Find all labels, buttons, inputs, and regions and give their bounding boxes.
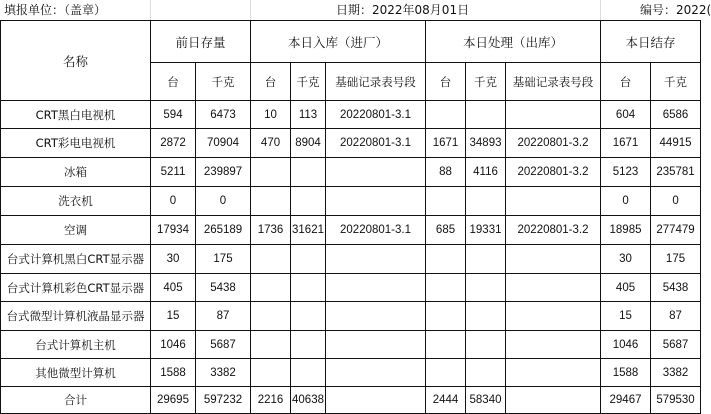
item-name-cell[interactable]: 其他微型计算机	[1, 359, 151, 387]
item-name-cell[interactable]: 台式计算机黑白CRT显示器	[1, 245, 151, 274]
reporting-unit-label[interactable]: 填报单位：（盖章）	[4, 3, 107, 17]
table-cell[interactable]: 88	[426, 158, 466, 187]
table-cell[interactable]	[291, 158, 326, 187]
table-cell[interactable]	[251, 158, 291, 187]
table-cell[interactable]: 5438	[651, 274, 701, 302]
table-cell[interactable]: 2872	[151, 129, 196, 158]
table-cell[interactable]	[291, 359, 326, 387]
subheader-record-range[interactable]: 基础记录表号段	[326, 63, 426, 101]
table-cell[interactable]: 1588	[151, 359, 196, 387]
subheader-units[interactable]: 台	[251, 63, 291, 101]
table-cell[interactable]	[426, 187, 466, 216]
table-cell[interactable]: 604	[601, 101, 651, 129]
table-cell[interactable]: 0	[651, 187, 701, 216]
table-cell[interactable]: 20220801-3.1	[326, 216, 426, 245]
table-row	[1, 359, 701, 387]
table-cell[interactable]: 5211	[151, 158, 196, 187]
table-cell[interactable]	[426, 359, 466, 387]
table-cell[interactable]: 20220801-3.1	[326, 129, 426, 158]
serial-number-label[interactable]: 编号：2022(	[640, 3, 711, 17]
table-cell[interactable]: 87	[196, 302, 251, 331]
group-header-processed[interactable]: 本日处理（出库）	[426, 21, 601, 63]
table-cell[interactable]: 113	[291, 101, 326, 129]
table-cell[interactable]: 30	[151, 245, 196, 274]
table-cell[interactable]	[251, 187, 291, 216]
table-cell[interactable]	[251, 274, 291, 302]
table-cell[interactable]: 5687	[651, 331, 701, 359]
table-cell[interactable]	[426, 101, 466, 129]
table-cell[interactable]: 31621	[291, 216, 326, 245]
table-cell[interactable]	[291, 274, 326, 302]
table-cell[interactable]: 5438	[196, 274, 251, 302]
table-cell[interactable]	[426, 302, 466, 331]
table-cell[interactable]: 19331	[466, 216, 506, 245]
table-cell[interactable]: 5687	[196, 331, 251, 359]
table-cell[interactable]: 15	[601, 302, 651, 331]
subheader-kg[interactable]: 千克	[291, 63, 326, 101]
table-cell[interactable]: 4116	[466, 158, 506, 187]
table-cell[interactable]: 8904	[291, 129, 326, 158]
table-cell[interactable]	[466, 359, 506, 387]
item-name-cell[interactable]: CRT彩电电视机	[1, 129, 151, 158]
table-cell[interactable]	[466, 101, 506, 129]
table-cell[interactable]	[506, 274, 601, 302]
table-cell[interactable]: 87	[651, 302, 701, 331]
table-cell[interactable]: 3382	[196, 359, 251, 387]
group-header-previous-stock[interactable]: 前日存量	[151, 21, 251, 63]
total-row	[1, 387, 701, 414]
table-cell[interactable]	[466, 274, 506, 302]
table-cell[interactable]	[291, 187, 326, 216]
table-cell[interactable]: 17934	[151, 216, 196, 245]
table-cell[interactable]: 6586	[651, 101, 701, 129]
table-cell[interactable]: 0	[196, 187, 251, 216]
table-cell[interactable]	[506, 101, 601, 129]
table-cell[interactable]: 20220801-3.1	[326, 101, 426, 129]
item-name-cell[interactable]: 台式计算机主机	[1, 331, 151, 359]
table-cell[interactable]	[326, 187, 426, 216]
table-cell[interactable]: 175	[651, 245, 701, 274]
table-row	[1, 274, 701, 302]
table-cell[interactable]: 18985	[601, 216, 651, 245]
table-cell[interactable]: 70904	[196, 129, 251, 158]
subheader-record-range[interactable]: 基础记录表号段	[506, 63, 601, 101]
table-cell[interactable]	[251, 331, 291, 359]
table-cell[interactable]	[466, 187, 506, 216]
table-cell[interactable]	[506, 359, 601, 387]
group-header-inbound[interactable]: 本日入库（进厂）	[251, 21, 426, 63]
table-cell[interactable]	[291, 302, 326, 331]
table-cell[interactable]: 29695	[151, 387, 196, 414]
table-cell[interactable]	[326, 387, 426, 414]
table-cell[interactable]	[506, 302, 601, 331]
table-cell[interactable]	[326, 331, 426, 359]
group-header-closing-stock[interactable]: 本日结存	[601, 21, 701, 63]
table-cell[interactable]	[326, 302, 426, 331]
table-cell[interactable]	[426, 245, 466, 274]
cell-divider	[250, 0, 251, 20]
table-cell[interactable]	[506, 331, 601, 359]
table-cell[interactable]: 405	[601, 274, 651, 302]
table-row	[1, 187, 701, 216]
table-cell[interactable]	[326, 359, 426, 387]
table-cell[interactable]: 3382	[651, 359, 701, 387]
report-header-line	[0, 0, 711, 21]
table-cell[interactable]: 277479	[651, 216, 701, 245]
table-cell[interactable]: 2216	[251, 387, 291, 414]
table-cell[interactable]	[466, 245, 506, 274]
item-name-cell[interactable]: 冰箱	[1, 158, 151, 187]
table-cell[interactable]	[506, 245, 601, 274]
table-cell[interactable]: 594	[151, 101, 196, 129]
table-cell[interactable]	[426, 274, 466, 302]
table-cell[interactable]: 10	[251, 101, 291, 129]
table-cell[interactable]	[466, 302, 506, 331]
table-cell[interactable]	[506, 187, 601, 216]
table-cell[interactable]: 20220801-3.2	[506, 216, 601, 245]
table-cell[interactable]	[326, 158, 426, 187]
table-cell[interactable]	[326, 245, 426, 274]
table-cell[interactable]: 2444	[426, 387, 466, 414]
table-cell[interactable]: 1046	[151, 331, 196, 359]
table-cell[interactable]: 597232	[196, 387, 251, 414]
table-cell[interactable]	[466, 331, 506, 359]
table-row	[1, 158, 701, 187]
table-cell[interactable]	[291, 331, 326, 359]
table-cell[interactable]: 6473	[196, 101, 251, 129]
table-cell[interactable]: 685	[426, 216, 466, 245]
table-cell[interactable]: 579530	[651, 387, 701, 414]
table-row	[1, 129, 701, 158]
table-cell[interactable]: 5123	[601, 158, 651, 187]
subheader-units[interactable]: 台	[151, 63, 196, 101]
table-cell[interactable]: 1671	[601, 129, 651, 158]
item-name-cell[interactable]: 洗衣机	[1, 187, 151, 216]
table-cell[interactable]: 15	[151, 302, 196, 331]
table-cell[interactable]: 405	[151, 274, 196, 302]
table-cell[interactable]: 44915	[651, 129, 701, 158]
table-cell[interactable]: 29467	[601, 387, 651, 414]
table-row	[1, 216, 701, 245]
cell-divider	[600, 0, 601, 20]
subheader-kg[interactable]: 千克	[466, 63, 506, 101]
table-cell[interactable]: 235781	[651, 158, 701, 187]
table-cell[interactable]: 40638	[291, 387, 326, 414]
table-cell[interactable]: 34893	[466, 129, 506, 158]
table-cell[interactable]	[426, 331, 466, 359]
subheader-kg[interactable]: 千克	[651, 63, 701, 101]
table-cell[interactable]: 30	[601, 245, 651, 274]
table-cell[interactable]: 0	[601, 187, 651, 216]
table-cell[interactable]: 175	[196, 245, 251, 274]
table-cell[interactable]: 1671	[426, 129, 466, 158]
cell-divider	[150, 0, 151, 20]
table-cell[interactable]	[326, 274, 426, 302]
table-cell[interactable]	[251, 245, 291, 274]
table-cell[interactable]: 265189	[196, 216, 251, 245]
table-cell[interactable]	[291, 245, 326, 274]
table-cell[interactable]: 1736	[251, 216, 291, 245]
item-name-cell[interactable]: 台式微型计算机液晶显示器	[1, 302, 151, 331]
table-cell[interactable]	[251, 302, 291, 331]
subheader-units[interactable]: 台	[426, 63, 466, 101]
table-cell[interactable]: 1588	[601, 359, 651, 387]
item-name-cell[interactable]: 空调	[1, 216, 151, 245]
item-name-cell[interactable]: 台式计算机彩色CRT显示器	[1, 274, 151, 302]
report-date-label[interactable]: 日期：2022年08月01日	[336, 3, 470, 17]
table-row	[1, 245, 701, 274]
table-cell[interactable]	[506, 387, 601, 414]
table-row	[1, 302, 701, 331]
table-cell[interactable]: 1046	[601, 331, 651, 359]
table-cell[interactable]: 58340	[466, 387, 506, 414]
name-column-header[interactable]: 名称	[1, 21, 151, 101]
table-cell[interactable]: 20220801-3.2	[506, 129, 601, 158]
table-cell[interactable]: 239897	[196, 158, 251, 187]
item-name-cell[interactable]: CRT黑白电视机	[1, 101, 151, 129]
table-row	[1, 331, 701, 359]
table-row	[1, 101, 701, 129]
inventory-table	[0, 20, 701, 414]
item-name-cell[interactable]: 合计	[1, 387, 151, 414]
subheader-units[interactable]: 台	[601, 63, 651, 101]
header-group-row	[1, 21, 701, 63]
table-cell[interactable]: 20220801-3.2	[506, 158, 601, 187]
table-cell[interactable]: 470	[251, 129, 291, 158]
table-cell[interactable]	[251, 359, 291, 387]
table-cell[interactable]: 0	[151, 187, 196, 216]
subheader-kg[interactable]: 千克	[196, 63, 251, 101]
